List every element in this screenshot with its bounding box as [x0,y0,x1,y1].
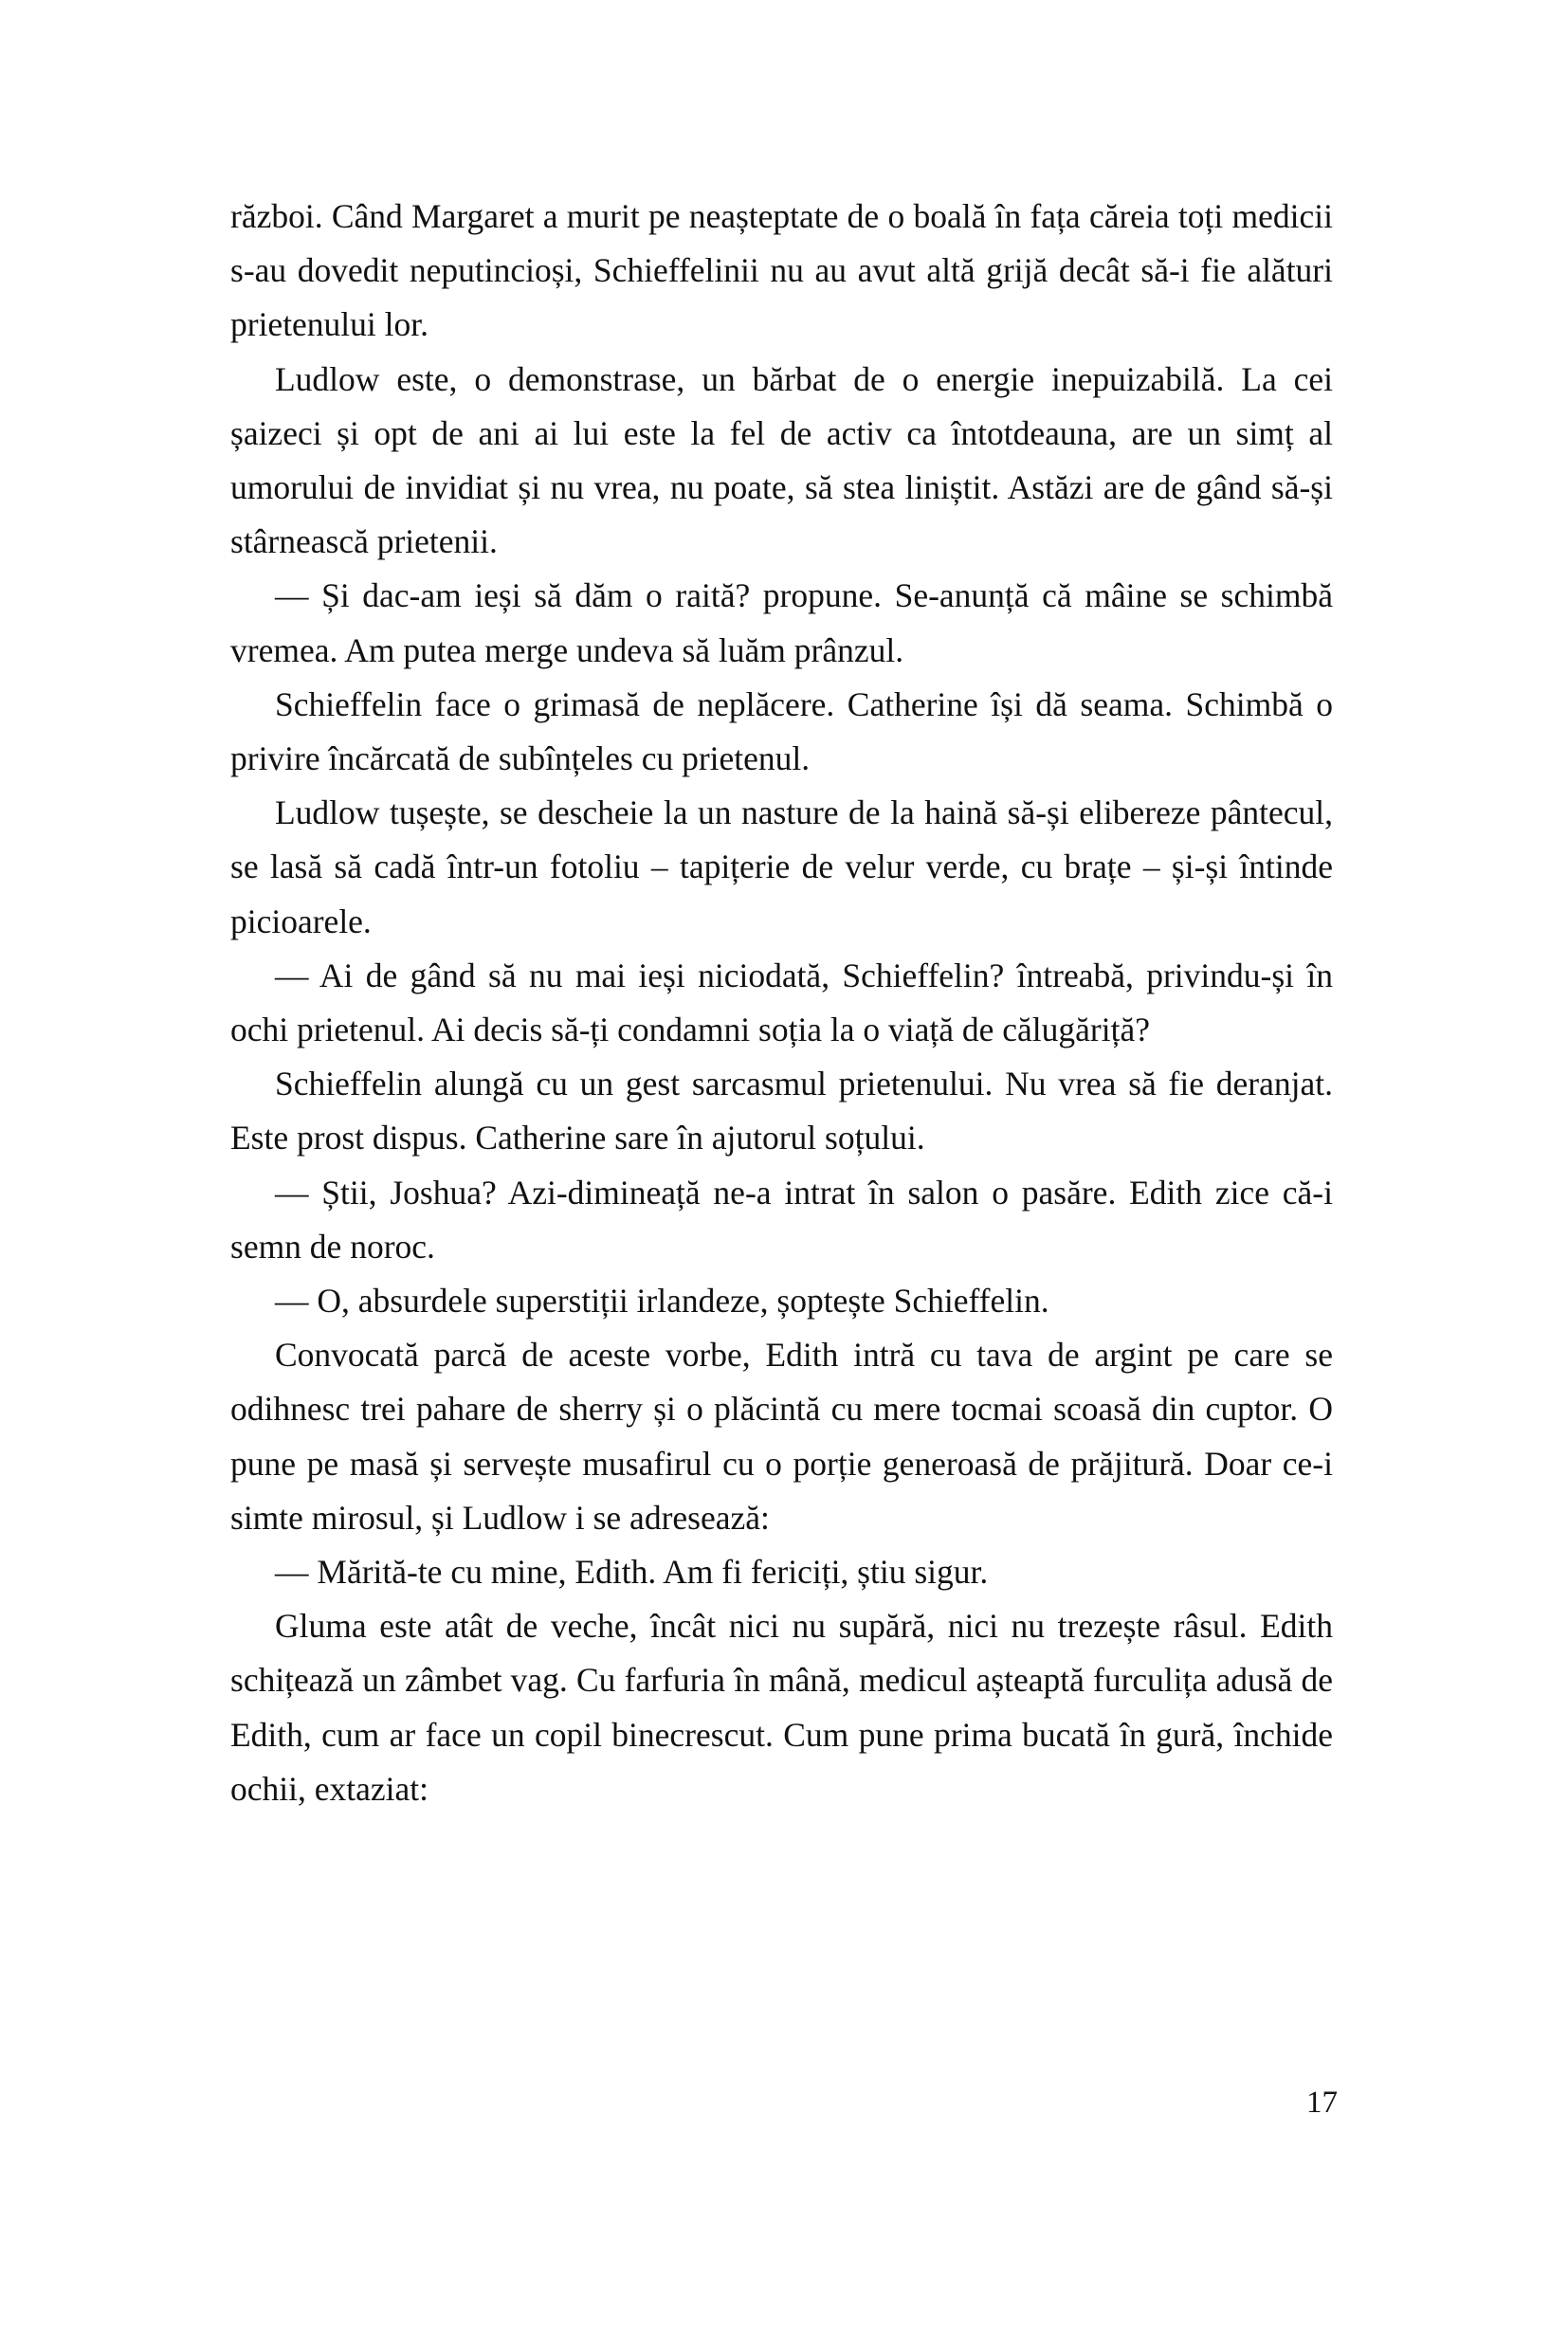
paragraph: — Și dac-am ieși să dăm o raită? propune. Se-anunță că mâine se schimbă vremea. Am putea merge undeva să luăm prânzul. [230,576,1333,669]
body-text [230,190,1333,1816]
page-number: 17 [1306,2086,1338,2120]
paragraph: — Ai de gând să nu mai ieși niciodată, Schieffelin? întreabă, privindu-și în ochi prietenul. Ai decis să-ți condamni soția la o viață de călugăriță? [230,956,1333,1049]
paragraph: Gluma este atât de veche, încât nici nu supără, nici nu trezește râsul. Edith schițează un zâmbet vag. Cu farfuria în mână, medicul așteaptă furculița adusă de Edith, cum ar face un copil binecrescut. Cum pune prima bucată în gură, închide ochii, extaziat: [230,1607,1333,1808]
paragraph: Convocată parcă de aceste vorbe, Edith intră cu tava de argint pe care se odihnesc trei pahare de sherry și o plăcintă cu mere tocmai scoasă din cuptor. O pune pe masă și servește musafirul cu o porție generoasă de prăjitură. Doar ce-i simte mirosul, și Ludlow i se adresează: [230,1336,1333,1537]
paragraph: Ludlow tușește, se descheie la un nasture de la haină să-și elibereze pântecul, se lasă să cadă într-un fotoliu – tapițerie de velur verde, cu brațe – și-și întinde picioarele. [230,793,1333,940]
paragraph: — O, absurdele superstiții irlandeze, șoptește Schieffelin. [275,1282,1049,1321]
paragraph: război. Când Margaret a murit pe neașteptate de o boală în fața căreia toți medicii s-au dovedit neputincioși, Schieffelinii nu au avut altă grijă decât să-i fie alături prietenului lor. [230,197,1333,344]
paragraph: Schieffelin alungă cu un gest sarcasmul prietenului. Nu vrea să fie deranjat. Este prost dispus. Catherine sare în ajutorul soțului. [230,1065,1333,1157]
paragraph: Schieffelin face o grimasă de neplăcere. Catherine își dă seama. Schimbă o privire încărcată de subînțeles cu prietenul. [230,684,1333,778]
paragraph: Ludlow este, o demonstrase, un bărbat de o energie inepuizabilă. La cei șaizeci și opt de ani ai lui este la fel de activ ca întotdeauna, are un simț al umorului de invidiat și nu vrea, nu poate, să stea liniștit. Astăzi are de gând să-și stârnească prietenii. [230,359,1333,561]
paragraph: — Știi, Joshua? Azi-dimineață ne-a intrat în salon o pasăre. Edith zice că-i semn de noroc. [230,1173,1333,1266]
paragraph: — Mărită-te cu mine, Edith. Am fi fericiți, știu sigur. [275,1553,989,1592]
